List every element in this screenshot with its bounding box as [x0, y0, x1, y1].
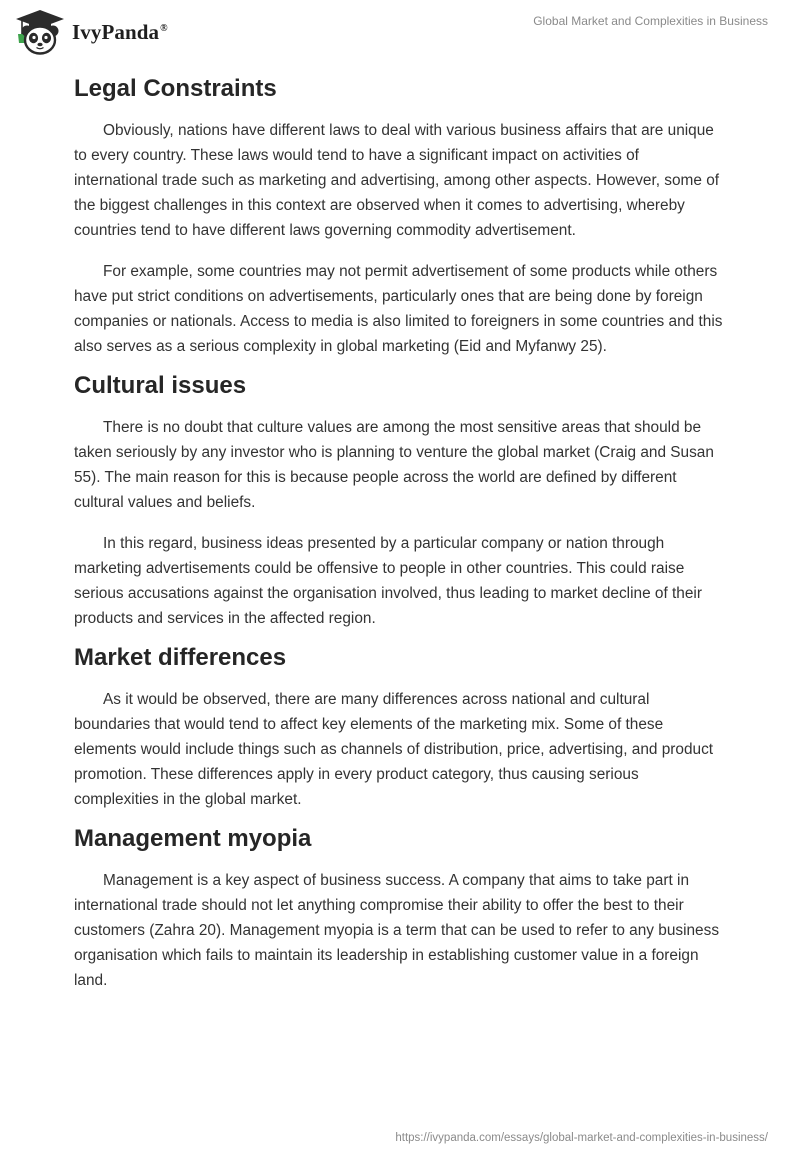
document-title: Global Market and Complexities in Business: [533, 14, 768, 28]
brand-name: IvyPanda®: [72, 19, 168, 44]
section-management-myopia: [74, 822, 726, 993]
section-cultural-issues: [74, 369, 726, 631]
section-legal-constraints: [74, 72, 726, 359]
section-market-differences: [74, 641, 726, 812]
page-header: [0, 0, 800, 60]
paragraph: As it would be observed, there are many differences across national and cultural boundaries that would tend to affect key elements of the marketing mix. Some of these elements would include things such as channels of distribution, price, advertising, and product promotion. These differences apply in every product category, thus causing serious complexities in the global market.: [74, 691, 714, 808]
section-heading: Cultural issues: [74, 372, 247, 399]
panda-graduate-icon: [14, 9, 66, 55]
paragraph: Obviously, nations have different laws to deal with various business affairs that are unique to every country. These laws would tend to have a significant impact on activities of international trade such as marketing and advertising, among other aspects. However, some of the biggest challenges in this context are observed when it comes to advertising, whereby countries tend to have different laws governing commodity advertisement.: [74, 122, 720, 239]
paragraph: There is no doubt that culture values are among the most sensitive areas that should be taken seriously by any investor who is planning to venture the global market (Craig and Susan 55). The main reason for this is because people across the world are defined by different cultural values and beliefs.: [74, 419, 714, 511]
essay-content: [74, 72, 726, 993]
paragraph: In this regard, business ideas presented by a particular company or nation through marketing advertisements could be offensive to people in other countries. This could raise serious accusations against the organisation involved, thus leading to market decline of their products and services in the affected region.: [74, 535, 702, 627]
section-heading: Market differences: [74, 644, 287, 671]
section-heading: Management myopia: [74, 825, 312, 852]
paragraph: Management is a key aspect of business success. A company that aims to take part in international trade should not let anything compromise their ability to offer the best to their customers (Zahra 20). Management myopia is a term that can be used to refer to any business organisation which fails to maintain its leadership in establishing customer value in a foreign land.: [74, 872, 720, 989]
brand-logo[interactable]: [14, 9, 168, 55]
paragraph: For example, some countries may not permit advertisement of some products while others have put strict conditions on advertisements, particularly ones that are being done by foreign companies or nationals. Access to media is also limited to foreigners in some countries and this also serves as a serious complexity in global marketing (Eid and Myfanwy 25).: [74, 263, 723, 355]
section-heading: Legal Constraints: [74, 75, 277, 102]
source-url[interactable]: https://ivypanda.com/essays/global-market-and-complexities-in-business/: [395, 1132, 768, 1144]
